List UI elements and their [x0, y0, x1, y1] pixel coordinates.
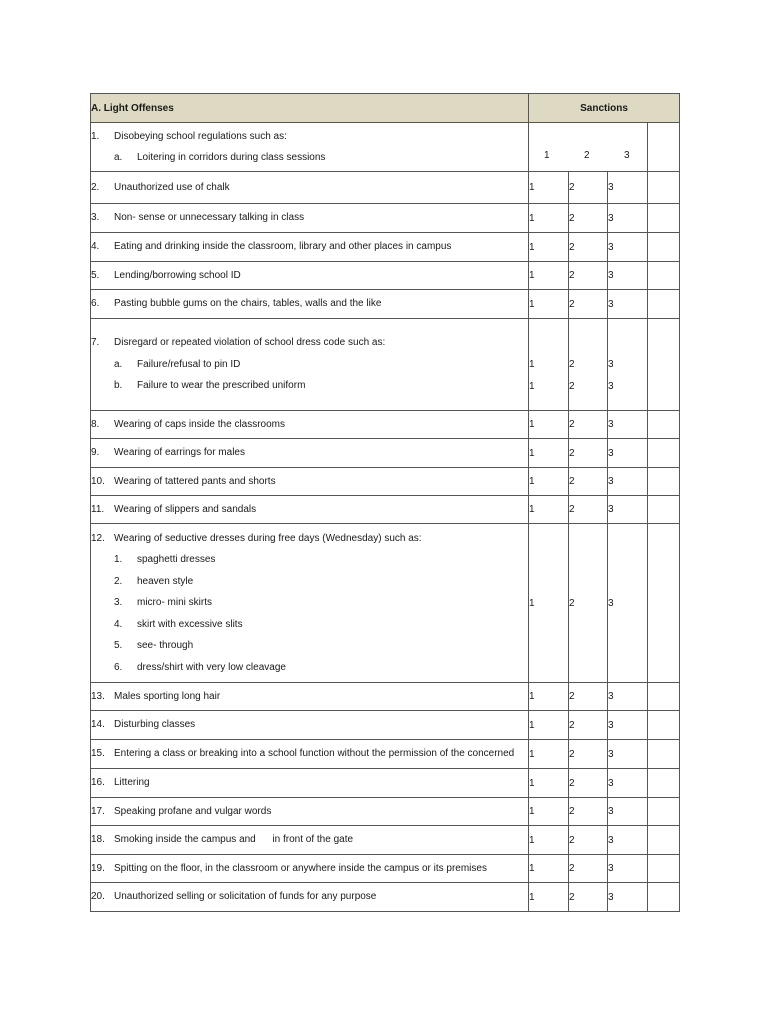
- blank-cell: [648, 123, 680, 172]
- sub-item-marker: 2.: [114, 575, 123, 587]
- sanction-level-1: 1: [529, 172, 569, 204]
- table-row: [91, 883, 680, 912]
- table-row: [91, 683, 680, 711]
- offense-number: 7.: [91, 337, 100, 349]
- sanction-level-3: 3: [608, 711, 648, 740]
- offense-text: Non- sense or unnecessary talking in class: [114, 212, 305, 224]
- table-row: [91, 798, 680, 826]
- offense-number: 9.: [91, 447, 100, 459]
- sanction-level-2: 2: [569, 439, 608, 468]
- offense-text: Spitting on the floor, in the classroom or anywhere inside the campus or its premises: [114, 862, 487, 874]
- sub-item-text: see- through: [137, 640, 194, 652]
- blank-cell: [648, 496, 680, 524]
- sanction-level-3: 3: [608, 883, 648, 912]
- sub-item-marker: 4.: [114, 618, 123, 630]
- offense-text: Wearing of seductive dresses during free days (Wednesday) such as:: [114, 532, 422, 544]
- blank-cell: [648, 233, 680, 262]
- offense-number: 17.: [91, 805, 105, 817]
- sub-item-text: dress/shirt with very low cleavage: [137, 661, 286, 673]
- offense-text: Speaking profane and vulgar words: [114, 805, 272, 817]
- table-row: [91, 496, 680, 524]
- sanction-level-2: 2: [569, 798, 608, 826]
- offense-number: 18.: [91, 834, 105, 846]
- sanction-level-3: 3: [608, 855, 648, 883]
- table-row: [91, 524, 680, 683]
- offense-number: 8.: [91, 418, 100, 430]
- offense-text: Eating and drinking inside the classroom, library and other places in campus: [114, 241, 452, 253]
- sanction-levels: [529, 123, 648, 172]
- offense-text: Disturbing classes: [114, 719, 196, 731]
- sanction-level-3: 3: [608, 740, 648, 769]
- blank-cell: [648, 855, 680, 883]
- offense-number: 19.: [91, 862, 105, 874]
- sanction-level-3: 3: [608, 826, 648, 855]
- blank-cell: [648, 769, 680, 798]
- sanction-level-3: 3: [608, 524, 648, 683]
- sanction-level-2: 2: [569, 172, 608, 204]
- sanction-level-2: 2: [569, 290, 608, 319]
- blank-cell: [648, 826, 680, 855]
- offense-text: Littering: [114, 777, 150, 789]
- table-row: [91, 319, 680, 411]
- sanction-level-2: 2: [569, 468, 608, 496]
- sanction-level-2: 2: [569, 740, 608, 769]
- table-row: [91, 204, 680, 233]
- blank-cell: [648, 798, 680, 826]
- sub-item-text: Failure to wear the prescribed uniform: [137, 380, 306, 392]
- sub-item-marker: 3.: [114, 597, 123, 609]
- offense-number: 14.: [91, 719, 105, 731]
- table-header-row: [91, 94, 680, 123]
- sanction-level-2: 2: [569, 683, 608, 711]
- table-row: [91, 468, 680, 496]
- offense-text: Lending/borrowing school ID: [114, 269, 241, 281]
- sanction-level-1: 1: [529, 524, 569, 683]
- sub-item-text: micro- mini skirts: [137, 597, 212, 609]
- sanction-level-2: 2: [569, 411, 608, 439]
- sanction-level-3: 3 3: [608, 319, 648, 411]
- offense-number: 12.: [91, 532, 105, 544]
- sanction-level-1: 1: [529, 439, 569, 468]
- offense-number: 20.: [91, 891, 105, 903]
- blank-cell: [648, 524, 680, 683]
- sanction-level-3: 3: [608, 769, 648, 798]
- sanction-level-1: 1: [529, 683, 569, 711]
- offense-number: 13.: [91, 690, 105, 702]
- table-row: [91, 262, 680, 290]
- table-row: [91, 855, 680, 883]
- sanctions-title: Sanctions: [529, 94, 680, 123]
- sanction-level-1: 1: [529, 496, 569, 524]
- table-row: [91, 826, 680, 855]
- sanction-level-1: 1: [544, 150, 550, 162]
- sub-item-marker: a.: [114, 152, 123, 163]
- sanction-level-3: 3: [608, 411, 648, 439]
- offense-number: 15.: [91, 748, 105, 760]
- blank-cell: [648, 740, 680, 769]
- blank-cell: [648, 204, 680, 233]
- sanction-level-1: 1: [529, 411, 569, 439]
- offense-text: Wearing of slippers and sandals: [114, 503, 257, 515]
- blank-cell: [648, 411, 680, 439]
- table-row: [91, 172, 680, 204]
- offense-number: 3.: [91, 212, 100, 224]
- offense-text: Disobeying school regulations such as:: [114, 130, 287, 142]
- sanction-level-2: 2: [569, 711, 608, 740]
- sanction-level-3: 3: [608, 798, 648, 826]
- sub-item-marker: 5.: [114, 640, 123, 652]
- offense-number: 4.: [91, 241, 100, 253]
- offense-text: Wearing of caps inside the classrooms: [114, 418, 286, 430]
- sub-item-marker: 6.: [114, 661, 123, 673]
- table-row: [91, 769, 680, 798]
- offense-text: Males sporting long hair: [114, 690, 221, 702]
- offense-description: [91, 123, 529, 172]
- blank-cell: [648, 683, 680, 711]
- sanction-level-1: 1: [529, 204, 569, 233]
- blank-cell: [648, 172, 680, 204]
- sub-item-text: heaven style: [137, 575, 194, 587]
- sanction-level-3: 3: [608, 439, 648, 468]
- sanction-level-1: 1: [529, 740, 569, 769]
- sanction-level-2: 2 2: [569, 319, 608, 411]
- offense-number: 2.: [91, 181, 100, 193]
- sanction-level-2: 2: [569, 204, 608, 233]
- offense-number: 16.: [91, 777, 105, 789]
- sanction-level-3: 3: [608, 262, 648, 290]
- table-row: [91, 290, 680, 319]
- blank-cell: [648, 439, 680, 468]
- sanction-level-2: 2: [569, 769, 608, 798]
- sanction-level-3: 3: [608, 233, 648, 262]
- sanction-level-1: 1: [529, 883, 569, 912]
- blank-cell: [648, 262, 680, 290]
- offense-text: Pasting bubble gums on the chairs, tables, walls and the like: [114, 298, 382, 310]
- sanction-level-1: 1: [529, 855, 569, 883]
- sanction-level-2: 2: [569, 262, 608, 290]
- offense-text: Disregard or repeated violation of school dress code such as:: [114, 337, 386, 349]
- sanction-level-3: 3: [624, 150, 630, 162]
- sanction-level-1: 1: [529, 769, 569, 798]
- sanction-level-3: 3: [608, 172, 648, 204]
- sub-item-marker: b.: [114, 380, 123, 392]
- sanction-level-1: 1: [529, 468, 569, 496]
- table-row: [91, 123, 680, 172]
- offense-number: 10.: [91, 475, 105, 487]
- sanction-level-1: 1: [529, 233, 569, 262]
- sanction-level-2: 2: [569, 524, 608, 683]
- blank-cell: [648, 290, 680, 319]
- sanction-level-3: 3: [608, 683, 648, 711]
- section-title: A. Light Offenses: [91, 94, 529, 123]
- offense-number: 11.: [91, 503, 105, 515]
- sanction-level-1: 1: [529, 262, 569, 290]
- offense-number: 5.: [91, 269, 100, 281]
- offense-text: Smoking inside the campus and in front of the gate: [114, 834, 354, 846]
- sub-item-marker: a.: [114, 358, 123, 370]
- sanction-level-1: 1: [529, 826, 569, 855]
- blank-cell: [648, 319, 680, 411]
- sanction-level-3: 3: [608, 204, 648, 233]
- sanction-level-3: 3: [608, 290, 648, 319]
- sanction-level-2: 2: [569, 855, 608, 883]
- blank-cell: [648, 883, 680, 912]
- sub-item-text: skirt with excessive slits: [137, 618, 243, 630]
- sanction-level-1: 1: [529, 290, 569, 319]
- sanction-level-1: 1 1: [529, 319, 569, 411]
- table-row: [91, 439, 680, 468]
- sanction-level-1: 1: [529, 798, 569, 826]
- sanction-level-2: 2: [569, 826, 608, 855]
- sanction-level-2: 2: [584, 150, 590, 162]
- sanction-level-3: 3: [608, 468, 648, 496]
- offense-number: 6.: [91, 298, 100, 310]
- light-offenses-table: [90, 93, 680, 912]
- table-row: [91, 711, 680, 740]
- sanction-level-2: 2: [569, 233, 608, 262]
- sanction-level-2: 2: [569, 883, 608, 912]
- table-row: [91, 740, 680, 769]
- blank-cell: [648, 468, 680, 496]
- offense-text: Entering a class or breaking into a school function without the permission of the concerned: [114, 748, 515, 760]
- offense-text: Unauthorized use of chalk: [114, 181, 230, 193]
- table-row: [91, 411, 680, 439]
- sub-item-text: spaghetti dresses: [137, 554, 216, 566]
- blank-cell: [648, 711, 680, 740]
- sub-item-marker: 1.: [114, 554, 123, 566]
- offense-text: Unauthorized selling or solicitation of funds for any purpose: [114, 891, 377, 903]
- sub-item-text: Loitering in corridors during class sessions: [137, 152, 326, 163]
- sanction-level-3: 3: [608, 496, 648, 524]
- offense-text: Wearing of tattered pants and shorts: [114, 475, 276, 487]
- sanction-level-2: 2: [569, 496, 608, 524]
- offense-text: Wearing of earrings for males: [114, 447, 245, 459]
- offense-number: 1.: [91, 130, 100, 142]
- sub-item-text: Failure/refusal to pin ID: [137, 358, 241, 370]
- sanction-level-1: 1: [529, 711, 569, 740]
- table-row: [91, 233, 680, 262]
